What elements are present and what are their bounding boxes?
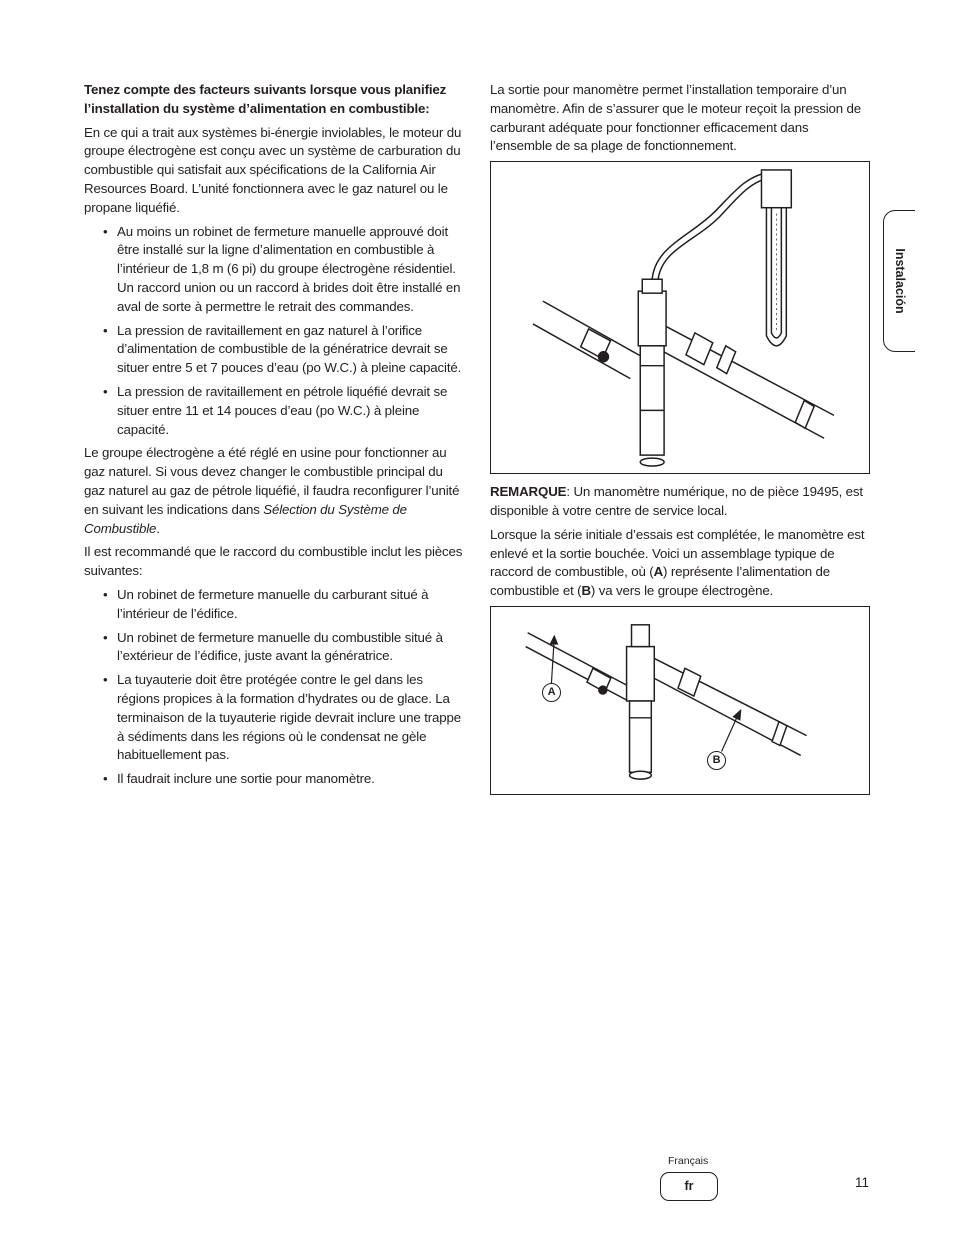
requirements-list [84,223,464,440]
ref-a: A [653,564,664,580]
fuel-change-end: . [156,520,160,536]
assembly-text-2: ) représente l’alimentation de combustible et ( [490,564,831,599]
fuel-change-text: Le groupe électrogène a été réglé en usine pour fonctionner au gaz naturel. Si vous devez changer le combustible principal du gaz naturel au gaz de pétrole liquéfié, il faudra reconfigurer l’unité en suivant les indications dans [84,445,460,517]
section-heading: Tenez compte des facteurs suivants lorsque vous planifiez l’installation du système d’alimentation en combustible: [84,82,447,116]
callout-b: B [707,751,726,770]
section-reference: Sélection du Système de Combustible [84,501,407,536]
left-column [84,81,464,794]
manometer-paragraph: La sortie pour manomètre permet l’installation temporaire d’un manomètre. Afin de s’assurer que le moteur reçoit la pression de carburant adéquate pour fonctionner efficacement dans l’ensemble de sa plage de fonctionnement. [490,82,862,154]
manometer-figure [490,161,870,474]
manometer-illustration [491,162,869,473]
note-paragraph [490,483,872,521]
page-number: 11 [855,1175,870,1190]
list-item: • Il faudrait inclure une sortie pour manomètre. [117,770,464,789]
list-item: • Au moins un robinet de fermeture manuelle approuvé doit être installé sur la ligne d’alimentation en combustible à l’intérieur de 1,8 m (6 pi) du groupe électrogène résidentiel. Un raccord union ou un raccord à brides doit être installé en aval de sorte à permettre le retrait des commandes. [117,223,464,317]
note-label: REMARQUE [490,484,567,500]
language-code-badge: fr [660,1172,718,1201]
section-tab [883,210,915,352]
list-item: • La tuyauterie doit être protégée contre le gel dans les régions propices à la formation d’hydrates ou de glace. La terminaison de la tuyauterie rigide devrait inclure une trappe à sédiments dans les régions où le condensat ne gèle habituellement pas. [117,671,464,765]
callout-a: A [542,683,561,702]
assembly-paragraph [490,526,872,601]
assembly-text-1: Lorsque la série initiale d’essais est complétée, le manomètre est enlevé et la sortie bouchée. Voici un assemblage typique de raccord de combustible, où ( [490,526,865,580]
right-column [490,81,872,795]
list-item: • La pression de ravitaillement en gaz naturel à l’orifice d’alimentation de combustible de la génératrice devrait se situer entre 5 et 7 pouces d’eau (po W.C.) à pleine capacité. [117,322,464,378]
fuel-assembly-figure [490,606,870,795]
list-item: • La pression de ravitaillement en pétrole liquéfié devrait se situer entre 11 et 14 pouces d’eau (po W.C.) à pleine capacité. [117,383,464,439]
assembly-text-3: ) va vers le groupe électrogène. [590,583,774,599]
recommended-parts-paragraph: Il est recommandé que le raccord du combustible inclut les pièces suivantes: [84,544,463,579]
parts-list [84,586,464,789]
list-item: • Un robinet de fermeture manuelle du combustible situé à l’extérieur de l’édifice, juste avant la génératrice. [117,629,464,667]
section-tab-label: Instalación [892,248,907,314]
intro-paragraph: En ce qui a trait aux systèmes bi-énergie inviolables, le moteur du groupe électrogène est conçu avec un système de carburation du combustible qui satisfait aux spécifications de la California Air Resources Board. L’unité fonctionnera avec le gaz naturel ou le propane liquéfié. [84,124,462,215]
note-text: : Un manomètre numérique, no de pièce 19495, est disponible à votre centre de service local. [490,484,863,518]
ref-b: B [581,583,591,599]
language-label: Français [668,1155,709,1167]
fuel-change-paragraph [84,444,464,538]
list-item: • Un robinet de fermeture manuelle du carburant situé à l’intérieur de l’édifice. [117,586,464,624]
